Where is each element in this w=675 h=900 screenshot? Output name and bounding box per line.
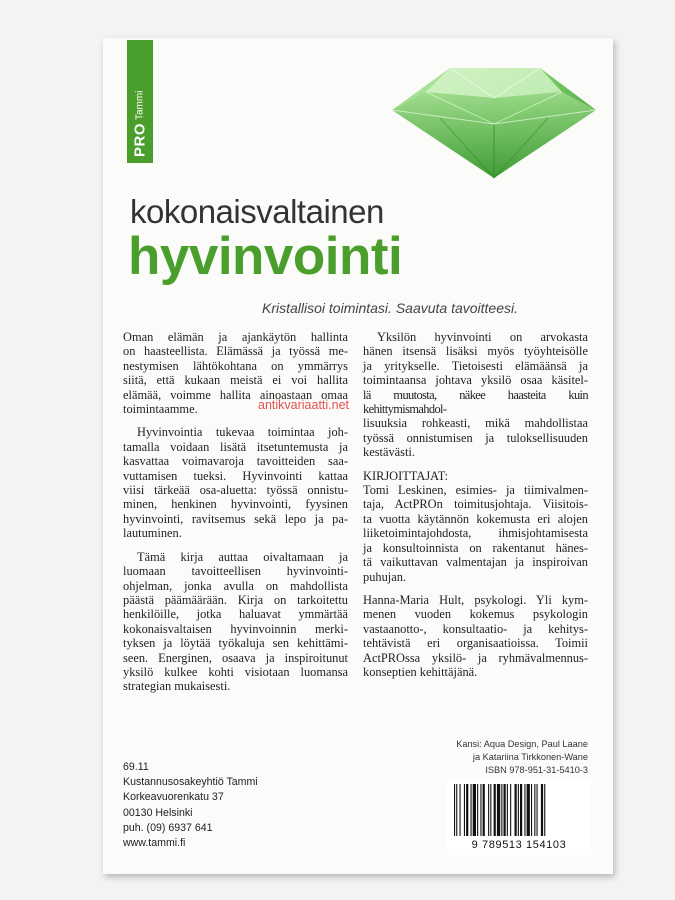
text-line: tä vaikuttavan valmentajan ja inspiroivan xyxy=(363,555,588,570)
text-line: Hanna-Maria Hult, psykologi. Yli kym- xyxy=(363,592,588,607)
text-line: nestymisen lähtökohtana on ymmärrys xyxy=(123,358,348,373)
text-line: strategian mukaisesti. xyxy=(123,679,231,694)
barcode-digits: 9 789513 154103 xyxy=(471,839,567,851)
text-line: tehtävistä eri organisaatioissa. Toimii xyxy=(363,636,588,651)
watermark: antikvariaatti.net xyxy=(258,398,350,412)
text-line: puhujan. xyxy=(363,569,407,584)
text-line: toimintaansa johtava yksilö osaa käsitel- xyxy=(363,373,588,388)
text-line: ja konsultoinnista on rakentanut hänes- xyxy=(363,540,588,555)
tagline: Kristallisoi toimintasi. Saavuta tavoitteesi. xyxy=(262,300,518,316)
right-paragraph-1 xyxy=(363,330,588,460)
text-line: vastaanotto-, konsultaatio- ja kehitys- xyxy=(363,621,588,636)
text-line: vuttamisen tueksi. Hyvinvointi kattaa xyxy=(123,468,348,483)
barcode-bars xyxy=(452,784,586,838)
left-paragraph-3 xyxy=(123,550,348,694)
text-line: yksilö kulkee kohti visiotaan luomansa xyxy=(123,664,348,679)
right-column xyxy=(363,330,588,688)
publisher-website: www.tammi.fi xyxy=(123,837,186,850)
text-line: kokonaisvaltaisen hyvinvoinnin merki- xyxy=(123,621,348,636)
text-line: luomaan tavoitteellisen hyvinvointi- xyxy=(123,564,348,579)
text-line: kasvattaa voimavaroja tavoitteiden saa- xyxy=(123,454,348,469)
text-line: lisuuksia rohkeasti, mikä mahdollistaa xyxy=(363,416,588,431)
green-gem-icon xyxy=(390,62,598,180)
publisher-info xyxy=(123,760,258,851)
publisher-phone: puh. (09) 6937 641 xyxy=(123,821,213,834)
text-line: viisi tärkeää osa-aluetta: työssä onnistu- xyxy=(123,483,348,498)
text-line: ja yritykselle. Tietoisesti elämäänsä ja xyxy=(363,358,588,373)
title-line-2: hyvinvointi xyxy=(128,227,403,286)
text-line: siitä, että kukaan meistä ei voi hallita xyxy=(123,373,348,388)
tammi-label: Tammi xyxy=(134,90,146,120)
credit-line: Kansi: Aqua Design, Paul Laane xyxy=(456,739,588,749)
credit-line: ja Katariina Tirkkonen-Wane xyxy=(472,752,588,762)
text-line: hyvinvointi, ravitsemus sekä lepo ja pa- xyxy=(123,511,348,526)
text-line: konseptien kehittäjänä. xyxy=(363,664,478,679)
text-line: elämää, voimme hallita ainoastaan omaa xyxy=(123,387,348,402)
left-paragraph-2 xyxy=(123,425,348,540)
publisher-name: Kustannusosakeyhtiö Tammi xyxy=(123,776,258,789)
isbn-barcode xyxy=(447,779,591,855)
author-1-bio xyxy=(363,483,588,584)
text-line: päästä päämäärään. Kirja on tarkoitettu xyxy=(123,592,348,607)
text-line: taja, ActPROn toimitusjohtaja. Viisitois- xyxy=(363,497,588,512)
text-line: kestävästi. xyxy=(363,445,415,460)
text-line: minen, henkinen hyvinvointi, fyysinen xyxy=(123,497,348,512)
text-line: henkilöille, jotka haluavat ymmärtää xyxy=(123,607,348,622)
text-line: lä muutosta, näkee haasteita kuin kehittymismahdol- xyxy=(363,387,588,417)
title-line-1: kokonaisvaltainen xyxy=(130,193,384,230)
text-line: Tämä kirja auttaa oivaltamaan ja xyxy=(137,549,348,564)
cover-credits xyxy=(400,738,588,777)
text-line: ta vuotta käytännön kokemusta eri alojen xyxy=(363,511,588,526)
text-line: hänen itsensä lisäksi myös työyhteisölle xyxy=(363,344,588,359)
pro-tammi-tab xyxy=(127,40,153,163)
text-line: Yksilön hyvinvointi on arvokasta xyxy=(377,330,588,344)
text-line: Hyvinvointia tukevaa toimintaa joh- xyxy=(137,425,348,440)
text-line: ohjelman, jonka avulla on mahdollista xyxy=(123,578,348,593)
authors-heading: KIRJOITTAJAT: xyxy=(363,468,449,483)
author-2-bio xyxy=(363,593,588,679)
isbn: ISBN 978-951-31-5410-3 xyxy=(485,765,588,775)
text-line: tyksen ja löytää työkaluja sen kehittämi- xyxy=(123,636,348,651)
left-column xyxy=(123,330,348,703)
text-line: työssä onnistumisen ja tuloksellisuuden xyxy=(363,430,588,445)
text-line: tamalla voidaan lisätä itsetuntemusta ja xyxy=(123,439,348,454)
classification-code: 69.11 xyxy=(123,761,149,773)
publisher-street: Korkeavuorenkatu 37 xyxy=(123,791,224,804)
text-line: on haasteellista. Elämässä ja työssä me- xyxy=(123,344,348,359)
text-line: lautuminen. xyxy=(123,526,182,541)
text-line: seen. Energinen, osaava ja inspiroitunut xyxy=(123,650,348,665)
pro-label: PRO xyxy=(131,122,149,157)
text-line: ActPROssa yksilö- ja ryhmävalmennus- xyxy=(363,650,588,665)
pro-tammi-logo xyxy=(127,40,153,163)
text-line: Tomi Leskinen, esimies- ja tiimivalmen- xyxy=(363,483,588,498)
text-line: toimintaamme. xyxy=(123,402,198,417)
text-line: menen vuoden kokemus psykologin xyxy=(363,607,588,622)
publisher-city: 00130 Helsinki xyxy=(123,806,193,819)
text-line: liiketoimintajohdosta, ihmisjohtamisesta xyxy=(363,526,588,541)
text-line: Oman elämän ja ajankäytön hallinta xyxy=(123,330,348,344)
